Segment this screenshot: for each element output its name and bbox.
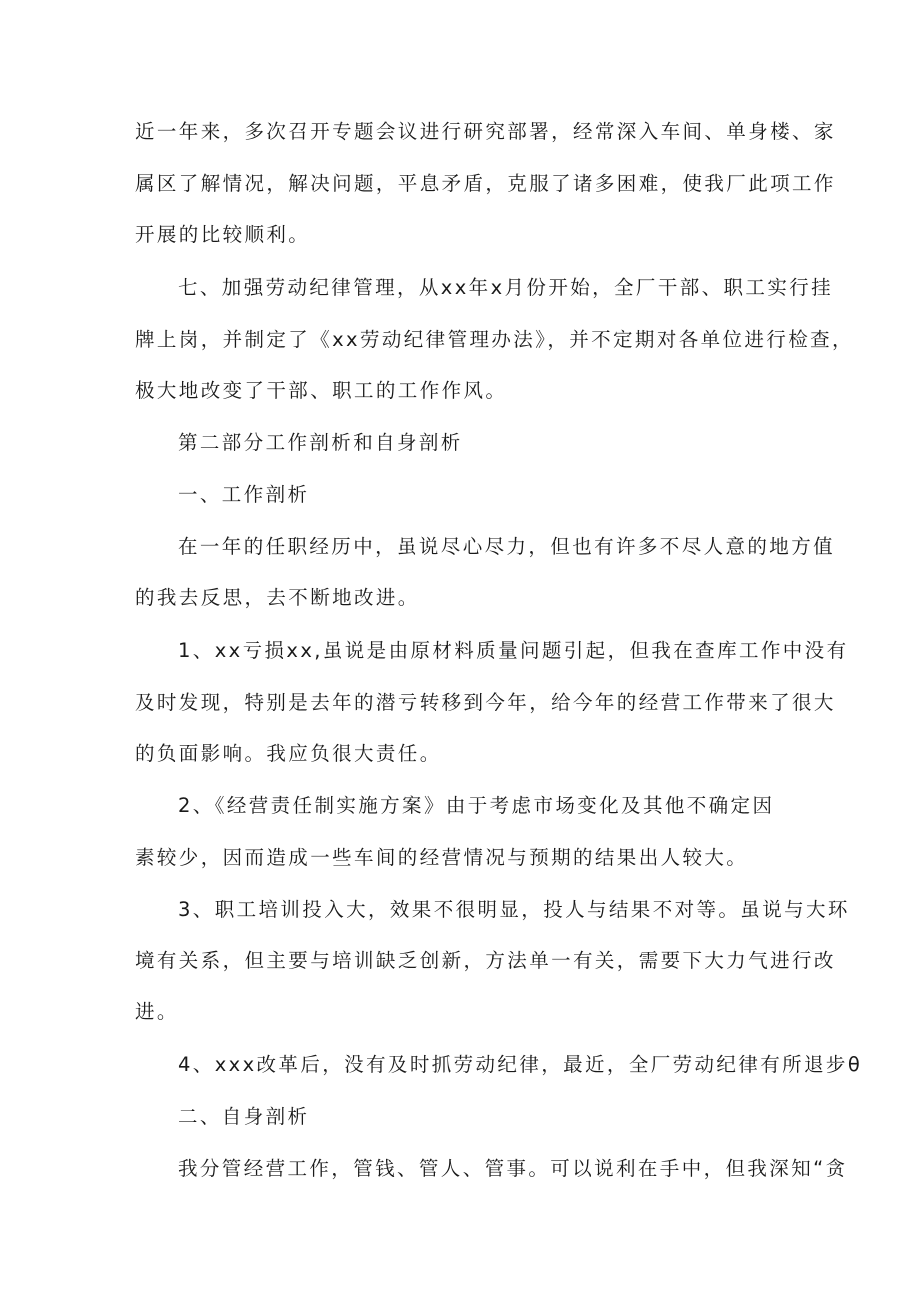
subsection-heading: 二、自身剖析 xyxy=(178,1105,310,1128)
text-line: 七、加强劳动纪律管理，从xx年x月份开始，全厂干部、职工实行挂 xyxy=(178,276,834,299)
text-line: 境有关系，但主要与培训缺乏创新，方法单一有关，需要下大力气进行改 xyxy=(135,949,836,972)
text-line: 的负面影响。我应负很大责任。 xyxy=(135,742,442,765)
text-line: 及时发现，特别是去年的潜亏转移到今年，给今年的经营工作带来了很大 xyxy=(135,691,836,714)
section-heading: 第二部分工作剖析和自身剖析 xyxy=(178,431,463,454)
text-line: 3、职工培训投入大，效果不很明显，投人与结果不对等。虽说与大环 xyxy=(178,898,850,921)
text-line: 素较少，因而造成一些车间的经营情况与预期的结果出人较大。 xyxy=(135,846,749,869)
text-line: 开展的比较顺利。 xyxy=(135,223,311,246)
text-line: 牌上岗，并制定了《xx劳动纪律管理办法》，并不定期对各单位进行检查， xyxy=(135,328,854,351)
text-line: 2、《经营责任制实施方案》由于考虑市场变化及其他不确定因 xyxy=(178,794,775,817)
text-line: 1、xx亏损xx,虽说是由原材料质量问题引起，但我在查库工作中没有 xyxy=(178,639,849,662)
text-line: 我分管经营工作，管钱、管人、管事。可以说利在手中，但我深知“贪 xyxy=(178,1157,848,1180)
text-line: 近一年来，多次召开专题会议进行研究部署，经常深入车间、单身楼、家 xyxy=(135,120,836,143)
text-line: 极大地改变了干部、职工的工作作风。 xyxy=(135,379,508,402)
text-line: 4、xxx改革后，没有及时抓劳动纪律，最近，全厂劳动纪律有所退步θ xyxy=(178,1053,863,1076)
text-line: 属区了解情况，解决问题，平息矛盾，克服了诸多困难，使我厂此项工作 xyxy=(135,172,836,195)
text-line: 进。 xyxy=(135,1000,179,1023)
text-line: 的我去反思，去不断地改进。 xyxy=(135,586,420,609)
text-line: 在一年的任职经历中，虽说尽心尽力，但也有许多不尽人意的地方值 xyxy=(178,535,836,558)
subsection-heading: 一、工作剖析 xyxy=(178,483,310,506)
